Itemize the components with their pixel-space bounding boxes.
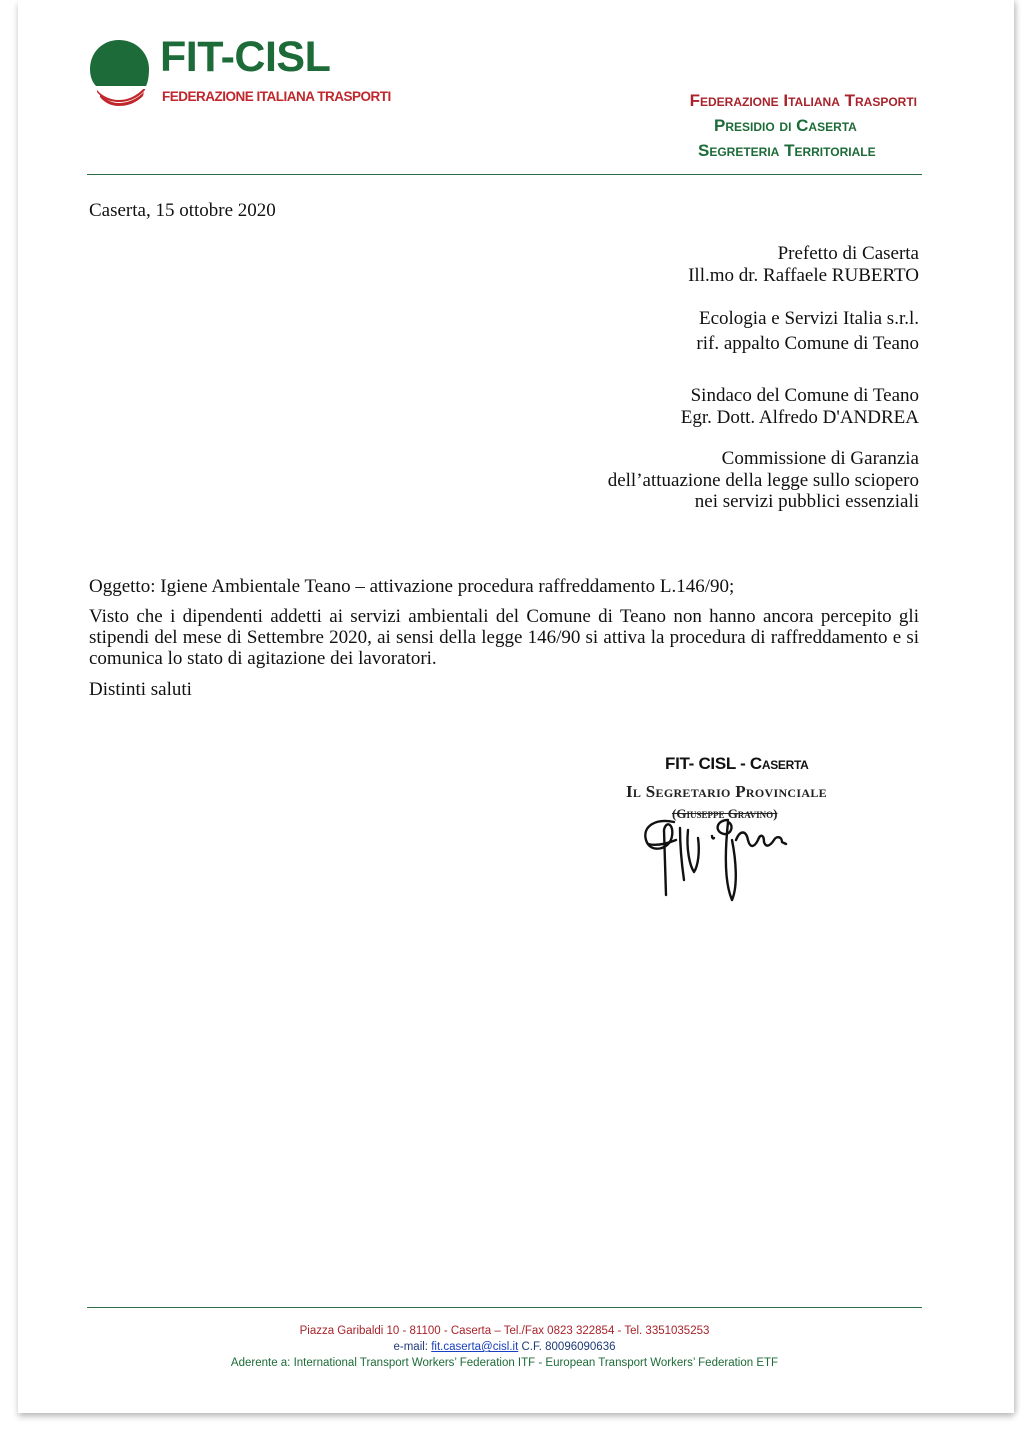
footer-address: Piazza Garibaldi 10 - 81100 - Caserta – Tel./Fax 0823 322854 - Tel. 3351035253	[299, 1325, 710, 1337]
footer-affiliation: Aderente a: International Transport Workers’ Federation ITF - European Transport Workers’ Federation ETF	[230, 1357, 779, 1369]
footer-divider	[87, 1307, 922, 1308]
footer-email-label: e-mail:	[393, 1341, 432, 1353]
recipient-commissione	[608, 448, 919, 513]
recipient-prefetto	[688, 243, 919, 286]
footer-cf: C.F. 80096090636	[518, 1341, 616, 1353]
recipient-line: Prefetto di Caserta	[777, 243, 919, 264]
footer-email-link[interactable]: fit.caserta@cisl.it	[431, 1341, 519, 1353]
recipient-sindaco	[681, 385, 919, 428]
footer-contact	[87, 1339, 922, 1355]
recipient-line: dell’attuazione della legge sullo sciopero	[607, 469, 919, 491]
signature-name: (Giuseppe Gravino)	[672, 806, 778, 821]
letter-subject: Oggetto: Igiene Ambientale Teano – attivazione procedura raffreddamento L.146/90;	[89, 576, 735, 597]
logo-title: FIT-CISL	[160, 33, 331, 81]
recipient-line: Sindaco del Comune di Teano	[690, 385, 919, 406]
header-presidio: Presidio di Caserta	[714, 116, 857, 135]
recipient-line: Ecologia e Servizi Italia s.r.l.	[698, 308, 919, 329]
signature-role: Il Segretario Provinciale	[626, 782, 827, 801]
recipient-line: rif. appalto Comune di Teano	[696, 333, 919, 354]
letter-date: Caserta, 15 ottobre 2020	[89, 200, 276, 221]
letter-body: Visto che i dipendenti addetti ai servizi ambientali del Comune di Teano non hanno ancora percepito gli stipendi del mese di Settembre 2020, ai sensi della legge 146/90 si attiva la procedura di raffreddamento e si comunica lo stato di agitazione dei lavoratori.	[89, 606, 919, 669]
recipient-ecologia	[696, 306, 919, 356]
cisl-logo-icon	[88, 38, 150, 108]
header-divider	[87, 174, 922, 175]
recipient-line: nei servizi pubblici essenziali	[694, 491, 919, 512]
recipient-line: Ill.mo dr. Raffaele RUBERTO	[688, 264, 919, 286]
recipient-line: Egr. Dott. Alfredo D'ANDREA	[680, 406, 919, 428]
handwritten-signature-icon	[636, 800, 806, 910]
letter-closing: Distinti saluti	[89, 679, 192, 700]
logo-subtitle: FEDERAZIONE ITALIANA TRASPORTI	[162, 89, 391, 104]
header-segreteria: Segreteria Territoriale	[698, 141, 876, 160]
header-federation: Federazione Italiana Trasporti	[689, 91, 917, 110]
recipient-line: Commissione di Garanzia	[721, 448, 919, 469]
signature-organization: FIT- CISL - Caserta	[665, 754, 809, 773]
